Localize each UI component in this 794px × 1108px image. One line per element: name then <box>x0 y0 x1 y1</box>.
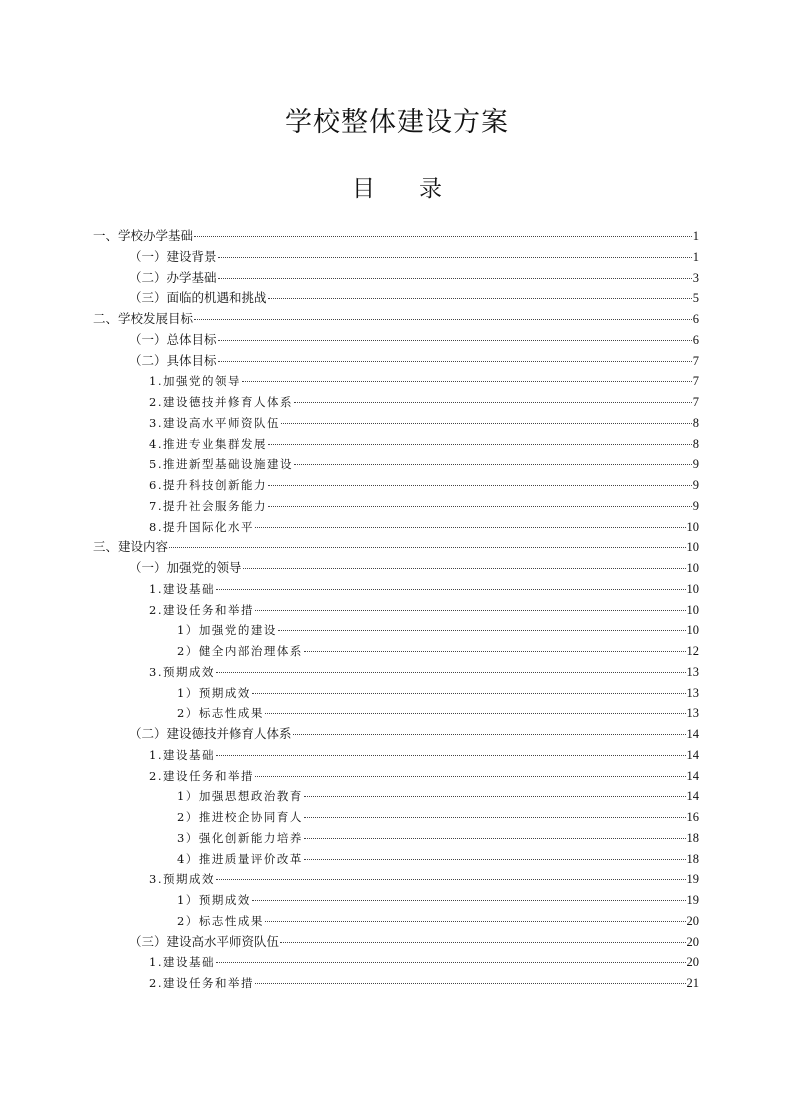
toc-entry-label: 3.预期成效 <box>149 872 215 887</box>
toc-entry-page-number: 7 <box>692 395 699 409</box>
dot-leader <box>252 899 686 901</box>
toc-entry[interactable] <box>93 849 699 870</box>
toc-entry[interactable] <box>93 309 699 330</box>
toc-entry-label: 3.预期成效 <box>149 664 215 679</box>
toc-entry[interactable] <box>93 392 699 413</box>
toc-entry[interactable] <box>93 745 699 766</box>
toc-entry-label: 5.推进新型基础设施建设 <box>149 457 293 472</box>
dot-leader <box>216 754 686 756</box>
toc-entry[interactable] <box>93 413 699 434</box>
toc-entry-page-number: 14 <box>686 768 699 783</box>
dot-leader <box>218 256 692 258</box>
dot-leader <box>255 982 686 984</box>
toc-entry-label: 1.建设基础 <box>149 747 215 762</box>
toc-entry-label: 三、建设内容 <box>93 539 169 555</box>
toc-entry-label: （二）具体目标 <box>129 352 217 368</box>
toc-entry-label: 2）推进校企协同育人 <box>177 810 303 824</box>
dot-leader <box>218 360 692 362</box>
toc-entry[interactable] <box>93 558 699 579</box>
dot-leader <box>216 878 686 880</box>
toc-entry[interactable] <box>93 662 699 683</box>
toc-entry-page-number: 1 <box>692 249 699 264</box>
toc-entry-page-number: 14 <box>686 747 699 762</box>
toc-entry-label: 2.建设德技并修育人体系 <box>149 395 293 409</box>
toc-entry[interactable] <box>93 620 699 641</box>
toc-entry-label: 2.建设任务和举措 <box>149 602 254 617</box>
toc-entry-page-number: 13 <box>686 685 699 700</box>
dot-leader <box>293 733 686 735</box>
dot-leader <box>304 837 686 839</box>
dot-leader <box>278 629 686 631</box>
dot-leader <box>304 795 686 797</box>
dot-leader <box>294 463 692 465</box>
dot-leader <box>294 401 692 403</box>
toc-entry[interactable] <box>93 766 699 787</box>
dot-leader <box>304 650 686 652</box>
dot-leader <box>169 546 685 548</box>
toc-entry-page-number: 9 <box>692 478 699 492</box>
toc-entry-label: 1.建设基础 <box>149 955 215 970</box>
dot-leader <box>281 422 692 424</box>
toc-heading-right: 录 <box>419 176 442 202</box>
toc-entry[interactable] <box>93 932 699 953</box>
toc-entry-page-number: 3 <box>692 270 699 285</box>
toc-entry-label: 6.提升科技创新能力 <box>149 478 267 492</box>
toc-entry[interactable] <box>93 268 699 289</box>
dot-leader <box>265 712 686 714</box>
toc-entry-label: （三）面临的机遇和挑战 <box>129 290 267 306</box>
toc-entry[interactable] <box>93 952 699 973</box>
toc-entry[interactable] <box>93 973 699 994</box>
toc-entry-page-number: 20 <box>686 955 699 970</box>
toc-entry-label: 2）健全内部治理体系 <box>177 644 303 658</box>
dot-leader <box>280 941 685 943</box>
dot-leader <box>216 671 686 673</box>
toc-entry-label: 7.提升社会服务能力 <box>149 498 267 513</box>
toc-entry-label: 8.提升国际化水平 <box>149 519 254 534</box>
dot-leader <box>242 380 692 382</box>
toc-entry-label: 二、学校发展目标 <box>93 311 194 326</box>
toc-entry[interactable] <box>93 724 699 745</box>
toc-entry-page-number: 10 <box>686 602 699 617</box>
toc-entry[interactable] <box>93 600 699 621</box>
dot-leader <box>218 277 692 279</box>
toc-entry-label: （三）建设高水平师资队伍 <box>129 933 280 949</box>
toc-entry-label: 1）加强党的建设 <box>177 623 277 638</box>
dot-leader <box>268 297 692 299</box>
toc-entry[interactable] <box>93 371 699 392</box>
toc-entry-page-number: 19 <box>686 872 699 887</box>
toc-entry[interactable] <box>93 911 699 932</box>
toc-entry-label: （一）总体目标 <box>129 331 217 347</box>
toc-entry-page-number: 6 <box>692 312 699 326</box>
dot-leader <box>243 567 686 569</box>
toc-heading-left: 目 <box>352 176 375 202</box>
toc-entry-page-number: 1 <box>692 229 699 243</box>
toc-entry[interactable] <box>93 288 699 309</box>
dot-leader <box>255 775 686 777</box>
toc-entry-page-number: 13 <box>686 706 699 721</box>
toc-entry-label: 1.建设基础 <box>149 581 215 596</box>
toc-entry-label: 2）标志性成果 <box>177 913 264 928</box>
toc-entry-page-number: 7 <box>692 353 699 368</box>
toc-entry-page-number: 14 <box>686 727 699 741</box>
toc-entry-page-number: 10 <box>686 519 699 534</box>
toc-entry[interactable] <box>93 807 699 828</box>
dot-leader <box>304 858 686 860</box>
toc-entry[interactable] <box>93 351 699 372</box>
toc-entry-label: 一、学校办学基础 <box>93 228 194 243</box>
toc-entry[interactable] <box>93 828 699 849</box>
toc-entry[interactable] <box>93 454 699 475</box>
toc-entry-page-number: 7 <box>692 374 699 389</box>
toc-entry-page-number: 6 <box>692 332 699 347</box>
dot-leader <box>268 484 692 486</box>
toc-entry-page-number: 10 <box>686 623 699 638</box>
toc-entry-page-number: 13 <box>686 664 699 679</box>
dot-leader <box>304 816 686 818</box>
toc-entry-label: 2.建设任务和举措 <box>149 976 254 990</box>
toc-entry[interactable] <box>93 869 699 890</box>
dot-leader <box>194 235 692 237</box>
dot-leader <box>265 920 686 922</box>
toc-entry-page-number: 14 <box>686 789 699 804</box>
dot-leader <box>218 339 692 341</box>
toc-entry[interactable] <box>93 330 699 351</box>
toc-entry-label: （二）办学基础 <box>129 269 217 285</box>
toc-entry[interactable] <box>93 247 699 268</box>
dot-leader <box>252 692 686 694</box>
dot-leader <box>268 443 692 445</box>
toc-entry[interactable] <box>93 517 699 538</box>
toc-entry-page-number: 19 <box>686 893 699 907</box>
toc-entry-label: 1）预期成效 <box>177 893 251 907</box>
toc-entry-page-number: 8 <box>692 415 699 430</box>
toc-entry-label: （一）建设背景 <box>129 248 217 264</box>
toc-entry-page-number: 20 <box>686 913 699 928</box>
dot-leader <box>255 609 686 611</box>
dot-leader <box>216 961 686 963</box>
toc-entry[interactable] <box>93 537 699 558</box>
toc-entry-label: 1）预期成效 <box>177 685 251 700</box>
toc-entry-page-number: 8 <box>692 436 699 451</box>
toc-entry-label: 4）推进质量评价改革 <box>177 851 303 866</box>
toc-entry-page-number: 16 <box>686 810 699 824</box>
toc-entry[interactable] <box>93 890 699 911</box>
toc-entry[interactable] <box>93 226 699 247</box>
toc-entry-label: 2）标志性成果 <box>177 706 264 721</box>
toc-entry-page-number: 10 <box>686 561 699 575</box>
dot-leader <box>216 588 686 590</box>
toc-entry-label: 4.推进专业集群发展 <box>149 436 267 451</box>
toc-entry-page-number: 18 <box>686 851 699 866</box>
toc-entry-page-number: 10 <box>686 540 699 555</box>
toc-entry-page-number: 9 <box>692 498 699 513</box>
toc-entry-label: 3）强化创新能力培养 <box>177 830 303 845</box>
toc-heading <box>0 170 794 203</box>
toc-entry[interactable] <box>93 434 699 455</box>
dot-leader <box>255 526 686 528</box>
toc-entry-page-number: 18 <box>686 830 699 845</box>
toc-entry-label: 3.建设高水平师资队伍 <box>149 415 280 430</box>
toc-entry-page-number: 20 <box>686 934 699 949</box>
toc-entry[interactable] <box>93 786 699 807</box>
dot-leader <box>194 318 692 320</box>
toc-entry-page-number: 10 <box>686 581 699 596</box>
toc-entry-page-number: 21 <box>686 976 699 990</box>
toc-entry-page-number: 9 <box>692 457 699 472</box>
toc-entry[interactable] <box>93 641 699 662</box>
toc-entry[interactable] <box>93 703 699 724</box>
toc-entry-label: （二）建设德技并修育人体系 <box>129 726 292 741</box>
table-of-contents <box>93 226 699 994</box>
toc-entry-label: 1.加强党的领导 <box>149 374 241 389</box>
toc-entry-label: 1）加强思想政治教育 <box>177 789 303 804</box>
toc-entry-label: （一）加强党的领导 <box>129 560 242 575</box>
toc-entry-page-number: 5 <box>692 291 699 306</box>
toc-entry[interactable] <box>93 579 699 600</box>
toc-entry[interactable] <box>93 475 699 496</box>
toc-entry[interactable] <box>93 683 699 704</box>
toc-entry-label: 2.建设任务和举措 <box>149 768 254 783</box>
toc-entry[interactable] <box>93 496 699 517</box>
toc-entry-page-number: 12 <box>686 644 699 658</box>
document-title: 学校整体建设方案 <box>285 107 509 138</box>
dot-leader <box>268 505 692 507</box>
